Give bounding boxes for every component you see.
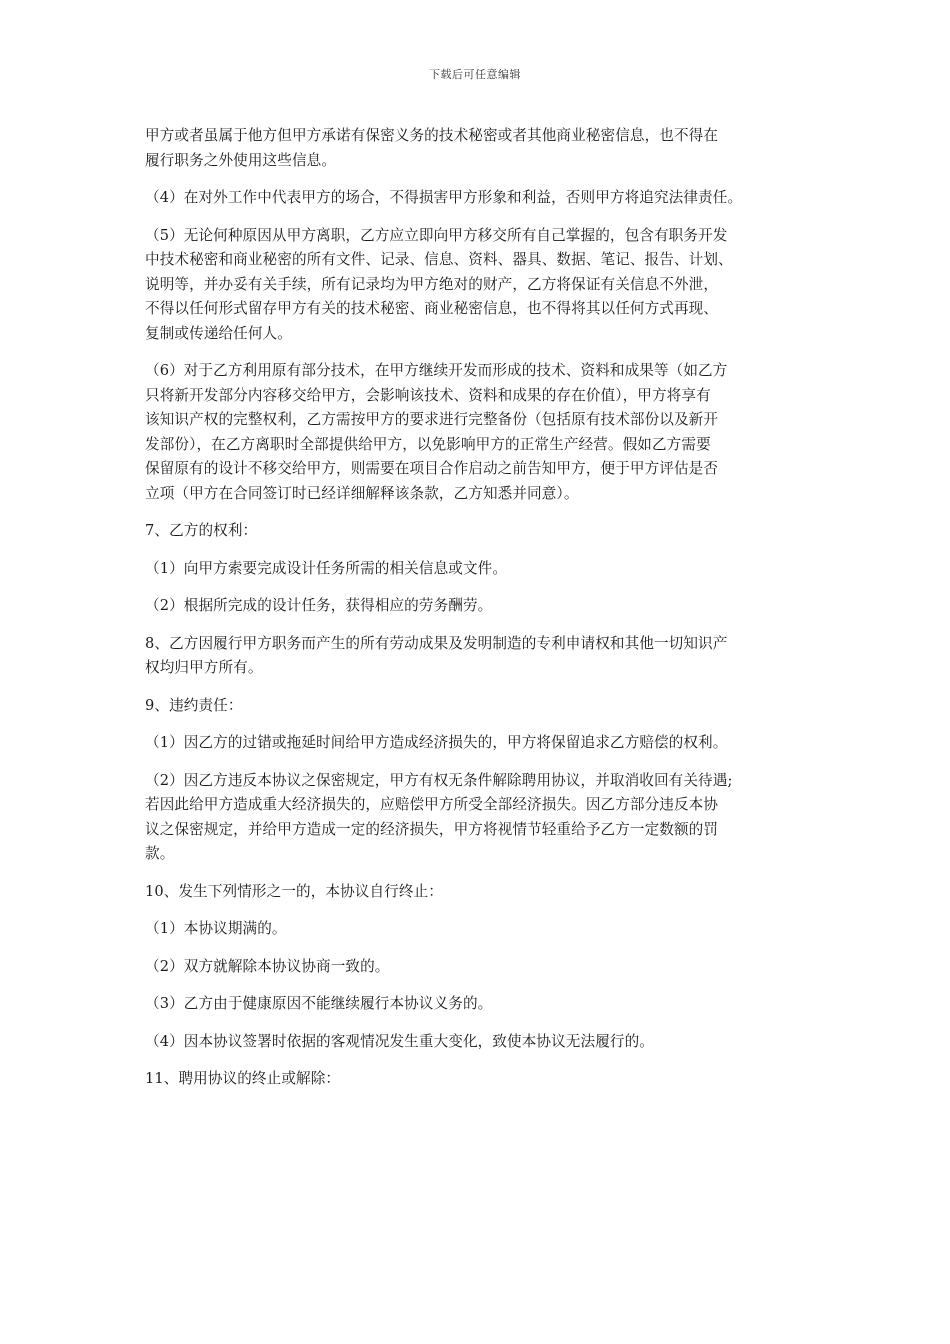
section-heading-7: [145, 519, 813, 544]
text-line: （2）根据所完成的设计任务，获得相应的劳务酬劳。: [145, 597, 493, 614]
text-line: 10、发生下列情形之一的，本协议自行终止：: [145, 882, 443, 900]
text-line: 说明等，并办妥有关手续，所有记录均为甲方绝对的财产，乙方将保证有关信息不外泄，: [145, 275, 719, 293]
paragraph-10-1: [145, 917, 813, 942]
text-line: （2）因乙方违反本协议之保密规定，甲方有权无条件解除聘用协议，并取消收回有关待遇;: [145, 771, 733, 789]
text-line: （1）本协议期满的。: [145, 920, 287, 937]
text-line: 若因此给甲方造成重大经济损失的，应赔偿甲方所受全部经济损失。因乙方部分违反本协: [145, 796, 719, 813]
paragraph-confidential-info: [145, 124, 813, 173]
text-line: 11、聘用协议的终止或解除：: [145, 1070, 341, 1087]
paragraph-7-1: [145, 557, 813, 582]
text-line: （5）无论何种原因从甲方离职，乙方应立即向甲方移交所有自己掌握的，包含有职务开发: [145, 226, 728, 244]
text-line: 甲方或者虽属于他方但甲方承诺有保密义务的技术秘密或者其他商业秘密信息，也不得在: [145, 127, 719, 144]
text-line: 7、乙方的权利：: [145, 522, 258, 539]
text-line: 权均归甲方所有。: [145, 659, 263, 676]
paragraph-10-2: [145, 955, 813, 980]
text-line: （4）在对外工作中代表甲方的场合，不得损害甲方形象和利益，否则甲方将追究法律责任。: [145, 189, 743, 206]
text-line: （2）双方就解除本协议协商一致的。: [145, 957, 390, 975]
text-line: 只将新开发部分内容移交给甲方，会影响该技术、资料和成果的存在价值），甲方将享有: [145, 386, 711, 404]
paragraph-10-3: [145, 992, 813, 1017]
paragraph-clause-6: [145, 359, 813, 506]
text-line: 发部份），在乙方离职时全部提供给甲方，以免影响甲方的正常生产经营。假如乙方需要: [145, 435, 711, 453]
text-line: 履行职务之外使用这些信息。: [145, 151, 337, 169]
text-line: 该知识产权的完整权利，乙方需按甲方的要求进行完整备份（包括原有技术部份以及新开: [145, 411, 719, 428]
text-line: （1）向甲方索要完成设计任务所需的相关信息或文件。: [145, 559, 508, 577]
page-header: 下载后可任意编辑: [429, 68, 521, 81]
text-line: 不得以任何形式留存甲方有关的技术秘密、商业秘密信息，也不得将其以任何方式再现、: [145, 300, 719, 317]
document-body: [145, 124, 813, 1105]
text-line: 保留原有的设计不移交给甲方，则需要在项目合作启动之前告知甲方，便于甲方评估是否: [145, 460, 719, 477]
text-line: 议之保密规定，并给甲方造成一定的经济损失，甲方将视情节轻重给予乙方一定数额的罚: [145, 820, 719, 838]
paragraph-clause-4: [145, 186, 813, 211]
paragraph-9-2: [145, 769, 813, 867]
text-line: 复制或传递给任何人。: [145, 324, 292, 342]
paragraph-9-1: [145, 731, 813, 756]
paragraph-10-4: [145, 1030, 813, 1055]
text-line: 8、乙方因履行甲方职务而产生的所有劳动成果及发明制造的专利申请权和其他一切知识产: [145, 634, 728, 652]
section-8: [145, 632, 813, 681]
text-line: 款。: [145, 845, 175, 862]
text-line: 中技术秘密和商业秘密的所有文件、记录、信息、资料、器具、数据、笔记、报告、计划、: [145, 251, 733, 268]
text-line: （4）因本协议签署时依据的客观情况发生重大变化，致使本协议无法履行的。: [145, 1032, 654, 1050]
text-line: （6）对于乙方利用原有部分技术，在甲方继续开发而形成的技术、资料和成果等（如乙方: [145, 362, 728, 379]
section-heading-11: [145, 1067, 813, 1092]
paragraph-7-2: [145, 594, 813, 619]
text-line: 9、违约责任：: [145, 696, 243, 714]
section-heading-10: [145, 880, 813, 905]
text-line: 立项（甲方在合同签订时已经详细解释该条款，乙方知悉并同意）。: [145, 484, 579, 502]
paragraph-clause-5: [145, 224, 813, 347]
text-line: （3）乙方由于健康原因不能继续履行本协议义务的。: [145, 995, 493, 1012]
text-line: （1）因乙方的过错或拖延时间给甲方造成经济损失的，甲方将保留追求乙方赔偿的权利。: [145, 734, 728, 751]
section-heading-9: [145, 694, 813, 719]
